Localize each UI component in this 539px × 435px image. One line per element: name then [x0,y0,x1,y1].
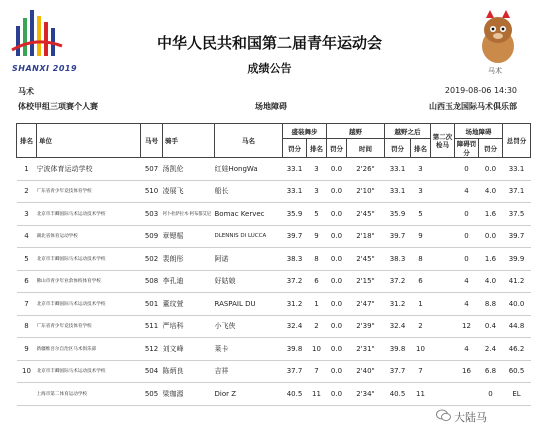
header-horse: 马名 [215,124,283,158]
cell-unit: 宁波体育运动学校 [37,158,141,181]
header-after-xc: 越野之后 [385,124,431,139]
page-title: 中华人民共和国第二届青年运动会 [156,34,382,52]
cell-rank: 7 [17,293,37,316]
cell-total: 44.8 [503,315,531,338]
cell-xc-pen: 0.0 [327,180,347,203]
cell-after-rank: 6 [411,270,431,293]
cell-rider: 凌展飞 [163,180,215,203]
cell-after-rank: 8 [411,248,431,271]
cell-after-pen: 32.4 [385,315,411,338]
cell-unit: 北京市丰卿国际马术运动技术学校 [37,360,141,383]
cell-second-inspection [431,315,455,338]
cell-dressage-pen: 39.7 [283,225,307,248]
cell-dressage-rank: 8 [307,248,327,271]
cell-horse: Bomac Kervec [215,203,283,226]
venue-type-label: 场地障碍 [255,102,287,111]
cell-jump-pen: 1.6 [479,248,503,271]
cell-dressage-rank: 6 [307,270,327,293]
header-rider: 骑手 [163,124,215,158]
cell-after-rank: 2 [411,315,431,338]
header-bib: 马号 [141,124,163,158]
cell-dressage-rank: 10 [307,338,327,361]
cell-xc-pen: 0.0 [327,360,347,383]
table-row [17,338,531,361]
cell-jump-fault: 0 [455,225,479,248]
cell-after-rank: 9 [411,225,431,248]
cell-horse: 红娃HongWa [215,158,283,181]
cell-second-inspection [431,293,455,316]
cell-unit: 上海市第二体育运动学校 [37,383,141,406]
cell-dressage-pen: 40.5 [283,383,307,406]
cell-after-pen: 33.1 [385,158,411,181]
cell-xc-time: 2'26" [347,158,385,181]
cell-second-inspection [431,203,455,226]
cell-dressage-pen: 31.2 [283,293,307,316]
header-unit: 单位 [37,124,141,158]
cell-after-pen: 35.9 [385,203,411,226]
table-row [17,293,531,316]
cell-after-pen: 39.8 [385,338,411,361]
logo-text: SHANXI 2019 [12,64,78,73]
cell-dressage-rank: 7 [307,360,327,383]
cell-jump-pen: 1.6 [479,203,503,226]
table-row [17,248,531,271]
cell-bib: 509 [141,225,163,248]
cell-jump-fault [455,383,479,406]
cell-rider: 陈炳良 [163,360,215,383]
cell-rank: 6 [17,270,37,293]
cell-after-pen: 31.2 [385,293,411,316]
cell-xc-pen: 0.0 [327,293,347,316]
cell-rank: 9 [17,338,37,361]
cell-xc-time: 2'10" [347,180,385,203]
cell-jump-pen: 0 [479,383,503,406]
cell-second-inspection [431,360,455,383]
cell-bib: 511 [141,315,163,338]
header-jump-fault: 障碍罚分 [455,139,479,158]
cell-rank [17,383,37,406]
cell-dressage-pen: 38.3 [283,248,307,271]
cell-jump-fault: 4 [455,270,479,293]
cell-jump-pen: 0.0 [479,158,503,181]
cell-total: 33.1 [503,158,531,181]
header-dressage-pen: 罚分 [283,139,307,158]
cell-dressage-rank: 1 [307,293,327,316]
wechat-icon [436,409,451,422]
header-dressage: 盛装舞步 [283,124,327,139]
cell-xc-pen: 0.0 [327,383,347,406]
cell-second-inspection [431,248,455,271]
cell-after-rank: 3 [411,180,431,203]
cell-jump-pen: 0.0 [479,225,503,248]
cell-jump-fault: 16 [455,360,479,383]
header-showjump: 场地障碍 [455,124,503,139]
cell-xc-pen: 0.0 [327,315,347,338]
table-row [17,225,531,248]
table-row [17,383,531,406]
sport-label: 马术 [18,87,34,96]
cell-jump-fault: 0 [455,248,479,271]
cell-xc-time: 2'34" [347,383,385,406]
cell-jump-fault: 0 [455,158,479,181]
cell-dressage-pen: 35.9 [283,203,307,226]
cell-after-pen: 37.2 [385,270,411,293]
table-row [17,158,531,181]
cell-unit: 北京市丰卿国际马术运动技术学校 [37,203,141,226]
page-subtitle: 成绩公告 [247,62,292,75]
header-rank: 排名 [17,124,37,158]
cell-xc-pen: 0.0 [327,270,347,293]
cell-bib: 501 [141,293,163,316]
cell-dressage-pen: 33.1 [283,180,307,203]
cell-after-rank: 3 [411,158,431,181]
cell-horse: 好姑娘 [215,270,283,293]
cell-horse: 阿诺 [215,248,283,271]
cell-bib: 505 [141,383,163,406]
cell-horse: 吉祥 [215,360,283,383]
cell-rank: 4 [17,225,37,248]
cell-rider: 刘文峰 [163,338,215,361]
cell-after-rank: 5 [411,203,431,226]
cell-after-rank: 11 [411,383,431,406]
table-row [17,180,531,203]
cell-dressage-rank: 11 [307,383,327,406]
cell-xc-time: 2'18" [347,225,385,248]
table-row [17,270,531,293]
cell-dressage-rank: 5 [307,203,327,226]
cell-unit: 广东省青少年竞技体育学校 [37,180,141,203]
cell-xc-pen: 0.0 [327,248,347,271]
cell-jump-pen: 2.4 [479,338,503,361]
cell-rider: 李孔迪 [163,270,215,293]
cell-xc-pen: 0.0 [327,158,347,181]
cell-total: 41.2 [503,270,531,293]
cell-jump-fault: 4 [455,338,479,361]
header-xc-time: 时间 [347,139,385,158]
header-jump-pen: 罚分 [479,139,503,158]
cell-jump-pen: 8.8 [479,293,503,316]
cell-dressage-rank: 9 [307,225,327,248]
cell-after-pen: 37.7 [385,360,411,383]
table-row [17,315,531,338]
cell-rank: 1 [17,158,37,181]
cell-xc-time: 2'15" [347,270,385,293]
cell-jump-pen: 4.0 [479,270,503,293]
cell-rider: 章锶榣 [163,225,215,248]
cell-horse: Dior Z [215,383,283,406]
mascot-label: 马术 [488,67,502,75]
cell-rank: 3 [17,203,37,226]
cell-total: 37.1 [503,180,531,203]
cell-dressage-rank: 3 [307,158,327,181]
cell-after-pen: 33.1 [385,180,411,203]
cell-xc-pen: 0.0 [327,203,347,226]
cell-second-inspection [431,180,455,203]
cell-horse: 莱卡 [215,338,283,361]
cell-after-rank: 10 [411,338,431,361]
header-after-pen: 罚分 [385,139,411,158]
cell-rider: 董玟萱 [163,293,215,316]
cell-unit: 北京市丰卿国际马术运动技术学校 [37,248,141,271]
cell-bib: 510 [141,180,163,203]
cell-after-pen: 40.5 [385,383,411,406]
cell-dressage-rank: 2 [307,315,327,338]
cell-dressage-rank: 3 [307,180,327,203]
cell-second-inspection [431,383,455,406]
cell-horse: 小飞侠 [215,315,283,338]
cell-second-inspection [431,158,455,181]
cell-jump-pen: 6.8 [479,360,503,383]
cell-rider: 梁珈源 [163,383,215,406]
cell-jump-fault: 0 [455,203,479,226]
table-row [17,360,531,383]
cell-jump-fault: 4 [455,293,479,316]
cell-bib: 508 [141,270,163,293]
cell-bib: 512 [141,338,163,361]
header-xc: 越野 [327,124,385,139]
cell-total: 46.2 [503,338,531,361]
cell-total: 39.9 [503,248,531,271]
cell-after-pen: 38.3 [385,248,411,271]
cell-dressage-pen: 37.7 [283,360,307,383]
cell-unit: 佛山市青少年业余体校体育学校 [37,270,141,293]
cell-rank: 10 [17,360,37,383]
cell-bib: 507 [141,158,163,181]
cell-horse: RASPAIL DU [215,293,283,316]
cell-rank: 2 [17,180,37,203]
cell-dressage-pen: 37.2 [283,270,307,293]
cell-rank: 8 [17,315,37,338]
table-row [17,203,531,226]
cell-xc-time: 2'39" [347,315,385,338]
datetime-label: 2019-08-06 14:30 [444,86,517,95]
header-dressage-rank: 排名 [307,139,327,158]
cell-bib: 503 [141,203,163,226]
cell-xc-pen: 0.0 [327,225,347,248]
cell-dressage-pen: 32.4 [283,315,307,338]
cell-xc-time: 2'40" [347,360,385,383]
cell-jump-pen: 0.4 [479,315,503,338]
cell-unit: 湖北省体育运动学校 [37,225,141,248]
event-label: 体校甲组三项赛个人赛 [18,102,98,111]
cell-xc-time: 2'45" [347,248,385,271]
cell-second-inspection [431,338,455,361]
cell-rank: 5 [17,248,37,271]
header-xc-pen: 罚分 [327,139,347,158]
cell-rider: 裴朗彤 [163,248,215,271]
cell-total: 60.5 [503,360,531,383]
cell-bib: 504 [141,360,163,383]
header-second-inspection: 第二次检马 [431,124,455,158]
cell-total: 37.5 [503,203,531,226]
cell-unit: 广东省青少年竞技体育学校 [37,315,141,338]
cell-unit: 北京市丰卿国际马术运动技术学校 [37,293,141,316]
cell-bib: 502 [141,248,163,271]
cell-jump-fault: 12 [455,315,479,338]
cell-rider: 严培科 [163,315,215,338]
venue-label: 山西玉龙国际马术俱乐部 [429,102,517,111]
header-after-rank: 排名 [411,139,431,158]
cell-horse: DLENNIS DI LUCCA [215,225,283,248]
cell-total: EL [503,383,531,406]
cell-horse: 船长 [215,180,283,203]
cell-rider: 汤凯伦 [163,158,215,181]
cell-jump-pen: 4.0 [479,180,503,203]
cell-total: 39.7 [503,225,531,248]
cell-xc-time: 2'45" [347,203,385,226]
cell-xc-pen: 0.0 [327,338,347,361]
cell-total: 40.0 [503,293,531,316]
cell-second-inspection [431,270,455,293]
watermark-text: 大陆马 [454,411,487,424]
cell-second-inspection [431,225,455,248]
header-total: 总罚分 [503,124,531,158]
cell-after-rank: 1 [411,293,431,316]
cell-xc-time: 2'47" [347,293,385,316]
cell-unit: 新疆维吾尔自治区马术俱乐部 [37,338,141,361]
cell-jump-fault: 4 [455,180,479,203]
cell-xc-time: 2'31" [347,338,385,361]
cell-rider: 阿卜杜萨拉木·阿布都艾尼 [163,203,215,226]
results-table [16,123,531,406]
cell-after-rank: 7 [411,360,431,383]
cell-after-pen: 39.7 [385,225,411,248]
cell-dressage-pen: 39.8 [283,338,307,361]
cell-dressage-pen: 33.1 [283,158,307,181]
